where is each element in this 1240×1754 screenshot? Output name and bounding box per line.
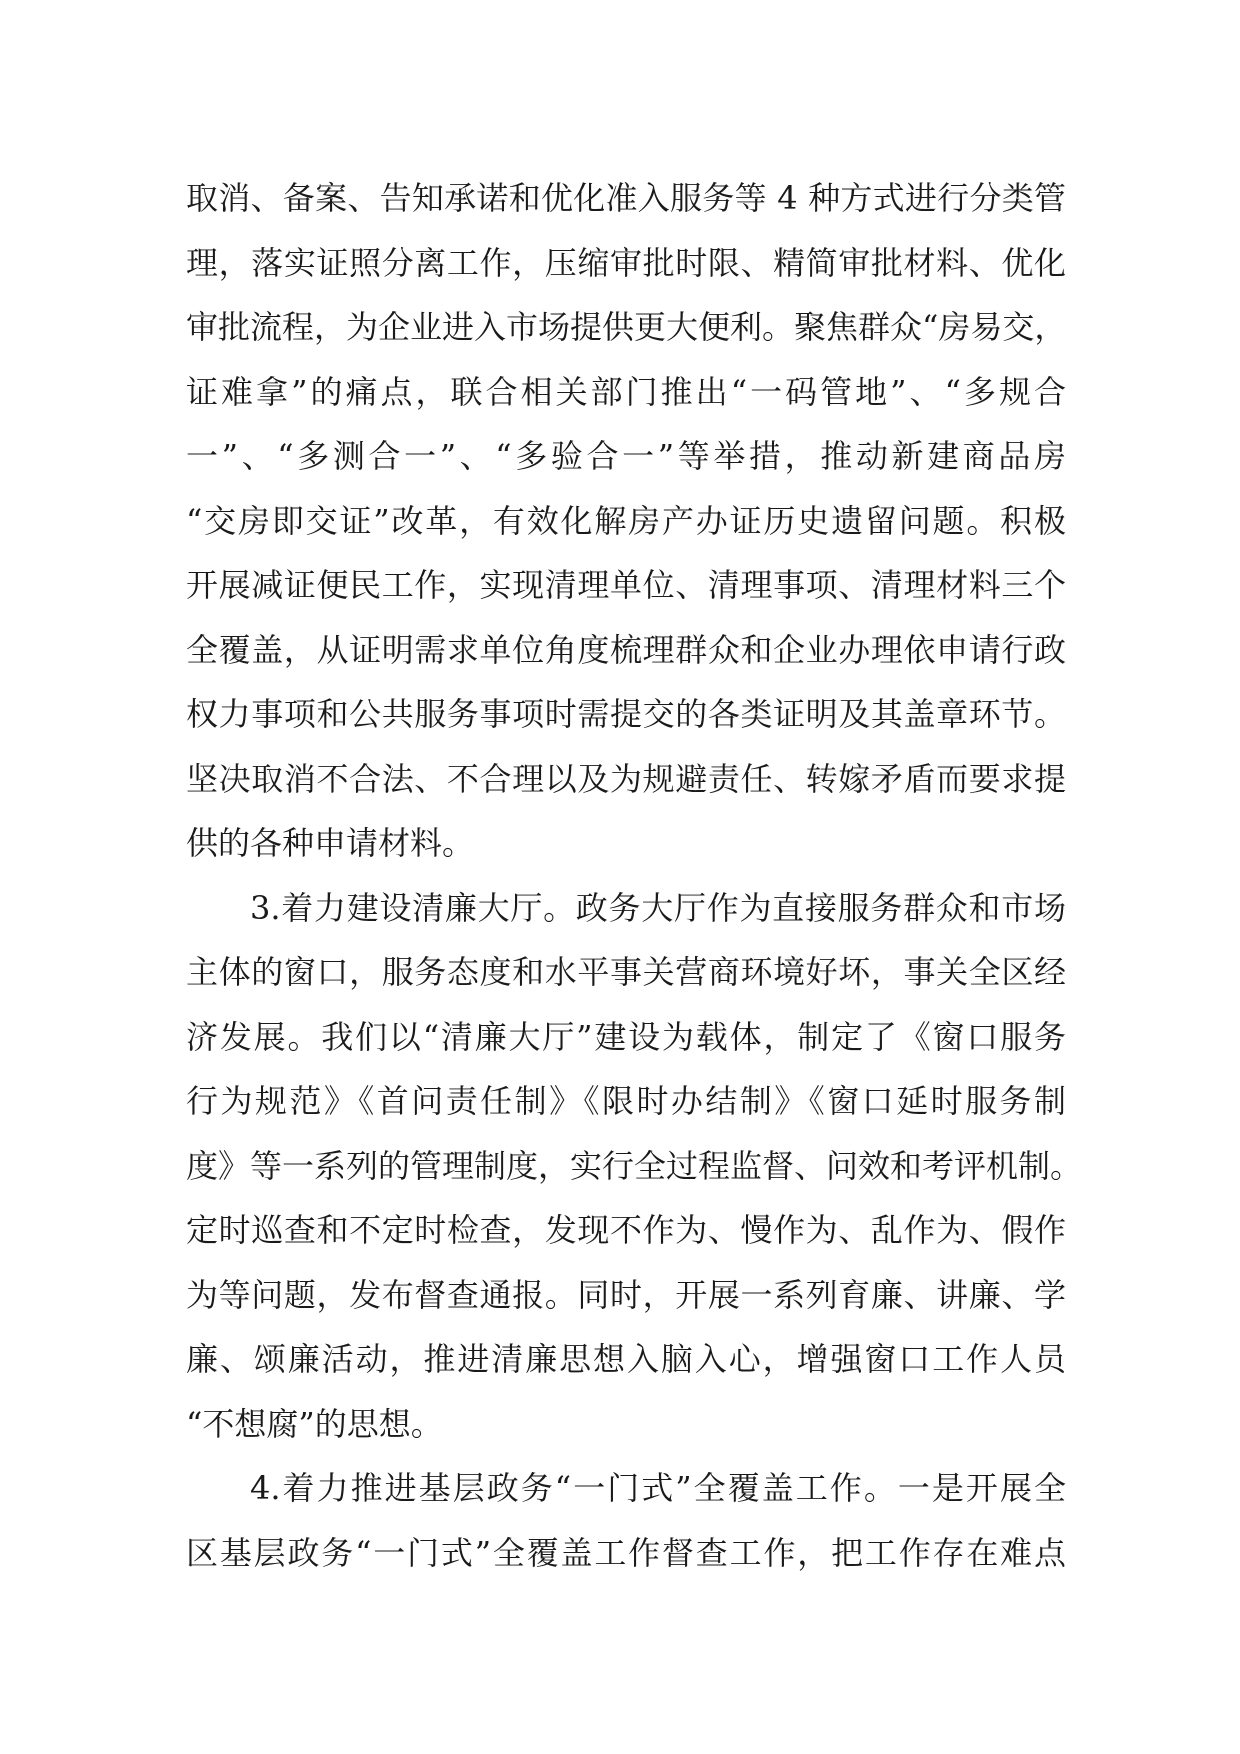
text-line: 区基层政务“一门式”全覆盖工作督查工作，把工作存在难点 xyxy=(186,1533,1066,1572)
text-line: 廉、颂廉活动，推进清廉思想入脑入心，增强窗口工作人员 xyxy=(186,1340,1066,1378)
text-line: 一”、“多测合一”、“多验合一”等举措，推动新建商品房 xyxy=(186,437,1066,475)
text-line: 度》等一系列的管理制度，实行全过程监督、问效和考评机制。 xyxy=(186,1146,1083,1185)
text-line: 坚决取消不合法、不合理以及为规避责任、转嫁矛盾而要求提 xyxy=(186,759,1066,798)
text-line: “不想腐”的思想。 xyxy=(186,1404,443,1443)
text-line: 权力事项和公共服务事项时需提交的各类证明及其盖章环节。 xyxy=(186,695,1066,733)
text-line: 定时巡查和不定时检查，发现不作为、慢作为、乱作为、假作 xyxy=(186,1211,1066,1249)
text-line: 理，落实证照分离工作，压缩审批时限、精简审批材料、优化 xyxy=(186,243,1066,282)
text-line: 证难拿”的痛点，联合相关部门推出“一码管地”、“多规合 xyxy=(186,372,1066,411)
text-line: 主体的窗口，服务态度和水平事关营商环境好坏，事关全区经 xyxy=(186,953,1066,991)
text-line: 4.着力推进基层政务“一门式”全覆盖工作。一是开展全 xyxy=(250,1469,1066,1507)
body-text xyxy=(186,166,1083,1585)
text-line: 开展减证便民工作，实现清理单位、清理事项、清理材料三个 xyxy=(186,566,1066,604)
text-line: 行为规范》《首问责任制》《限时办结制》《窗口延时服务制 xyxy=(186,1082,1066,1120)
text-line: “交房即交证”改革，有效化解房产办证历史遗留问题。积极 xyxy=(186,501,1066,540)
text-line: 3.着力建设清廉大厅。政务大厅作为直接服务群众和市场 xyxy=(250,888,1066,927)
text-line: 取消、备案、告知承诺和优化准入服务等 4 种方式进行分类管 xyxy=(186,179,1066,217)
text-line: 为等问题，发布督查通报。同时，开展一系列育廉、讲廉、学 xyxy=(186,1275,1066,1314)
text-line: 审批流程，为企业进入市场提供更大便利。聚焦群众“房易交， xyxy=(186,308,1067,346)
text-line: 全覆盖，从证明需求单位角度梳理群众和企业办理依申请行政 xyxy=(186,630,1066,669)
text-line: 济发展。我们以“清廉大厅”建设为载体，制定了《窗口服务 xyxy=(186,1017,1066,1056)
text-line: 供的各种申请材料。 xyxy=(186,824,475,862)
